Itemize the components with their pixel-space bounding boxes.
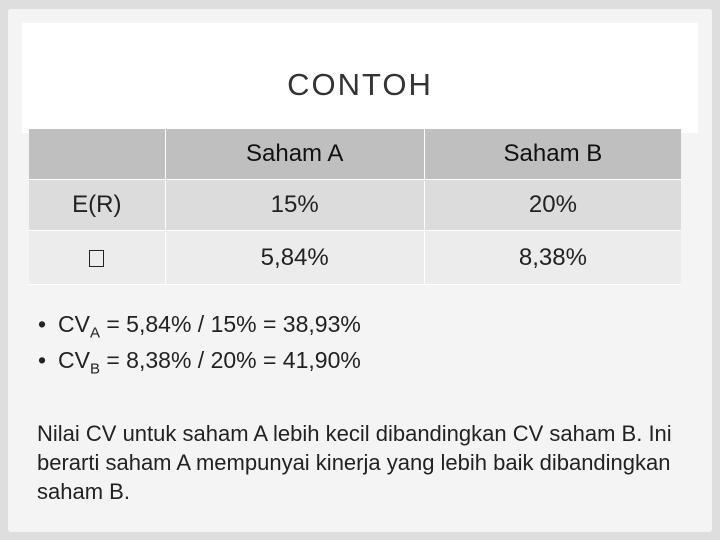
missing-glyph-icon	[89, 250, 104, 267]
table-header-row	[29, 129, 681, 180]
cell-er-a: 15%	[165, 180, 424, 231]
header-cell-empty	[29, 129, 165, 180]
bullet-cv-a: • $CV_A = 5,84\% / 15\% = 38,93\%$	[38, 311, 361, 347]
header-cell-saham-a: Saham A	[165, 129, 424, 180]
row-label-sigma	[29, 231, 165, 285]
cell-er-b: 20%	[424, 180, 681, 231]
data-table	[29, 129, 681, 285]
bullet-list	[38, 311, 361, 382]
header-cell-saham-b: Saham B	[424, 129, 681, 180]
cell-sigma-b: 8,38%	[424, 231, 681, 285]
table-row	[29, 231, 681, 285]
conclusion-text: Nilai CV untuk saham A lebih kecil dibandingkan CV saham B. Ini berarti saham A mempunyai kinerja yang lebih baik dibandingkan saham B.	[37, 421, 672, 504]
table-row	[29, 180, 681, 231]
row-label-er: E(R)	[29, 180, 165, 231]
slide-title: CONTOH	[287, 67, 433, 102]
title-box	[22, 23, 698, 133]
cell-sigma-a: 5,84%	[165, 231, 424, 285]
bullet-cv-b: • $CV_B = 8,38\% / 20\% = 41,90\%$	[38, 347, 361, 383]
